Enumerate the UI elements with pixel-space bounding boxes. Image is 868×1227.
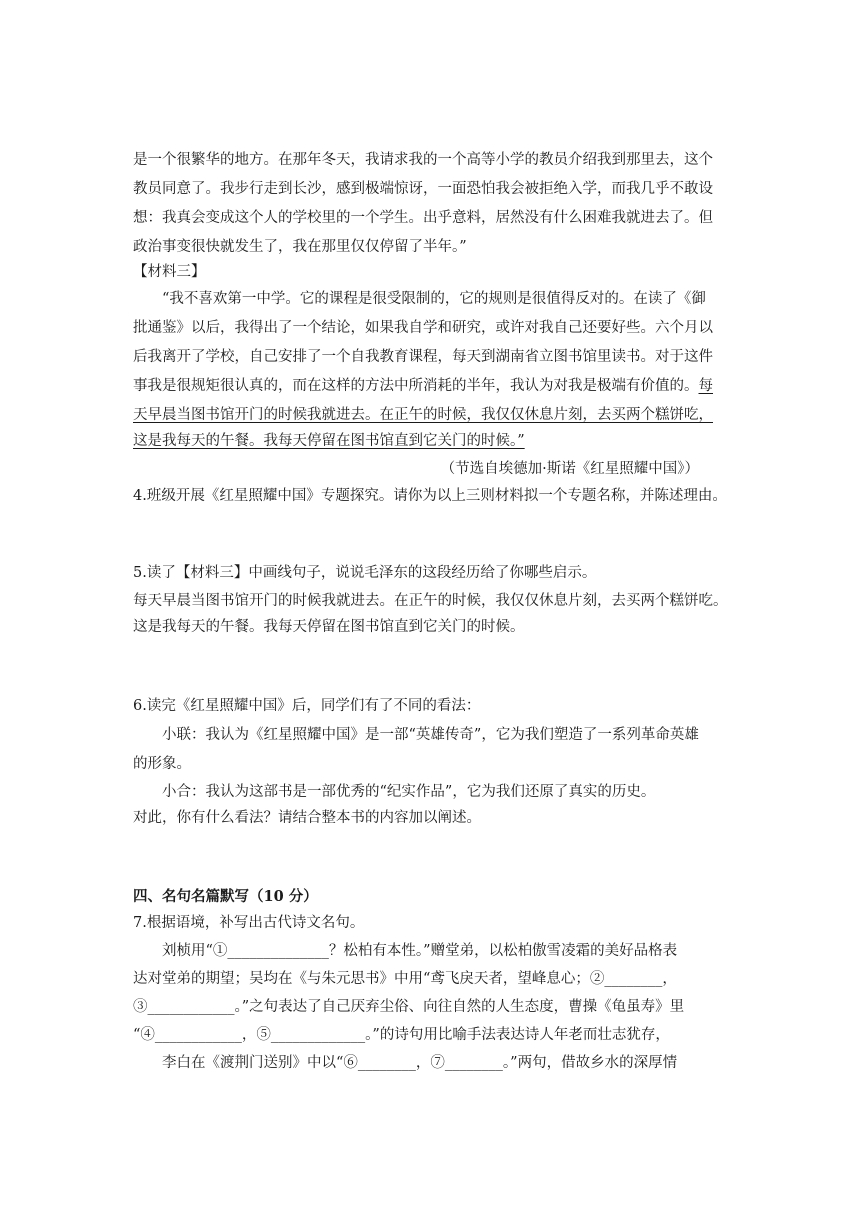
material3-line: 后我离开了学校，自己安排了一个自我教育课程，每天到湖南省立图书馆里读书。对于这件 xyxy=(133,349,713,365)
material2-line: 政治事变很快就发生了，我在那里仅仅停留了半年。” xyxy=(133,239,467,255)
material3-line: “我不喜欢第一中学。它的课程是很受限制的，它的规则是很值得反对的。在读了《御 xyxy=(162,291,706,307)
question-7-line: 李白在《渡荆门送别》中以“⑥________，⑦________。”两句，借故乡水的深厚情 xyxy=(162,1055,678,1071)
material3-underlined-line: 这是我每天的午餐。我每天停留在图书馆直到它关门的时候。” xyxy=(133,433,525,449)
material3-plain-text: 事我是很规矩很认真的，而在这样的方法中所消耗的半年，我认为对我是极端有价值的。 xyxy=(133,378,699,394)
material3-line xyxy=(133,376,713,396)
question-5-prompt: 5.读了【材料三】中画线句子，说说毛泽东的这段经历给了你哪些启示。 xyxy=(133,565,597,581)
question-4: 4.班级开展《红星照耀中国》专题探究。请你为以上三则材料拟一个专题名称，并陈述理由。 xyxy=(133,488,727,504)
question-6-view: 小联：我认为《红星照耀中国》是一部“英雄传奇”，它为我们塑造了一系列革命英雄 xyxy=(162,727,699,743)
material3-underlined-line: 天早晨当图书馆开门的时候我就进去。在正午的时候，我仅仅休息片刻，去买两个糕饼吃， xyxy=(133,407,713,423)
section-4-title: 四、名句名篇默写（10 分） xyxy=(133,888,318,905)
material2-line: 是一个很繁华的地方。在那年冬天，我请求我的一个高等小学的教员介绍我到那里去，这个 xyxy=(133,152,713,168)
question-6-view: 小合：我认为这部书是一部优秀的“纪实作品”，它为我们还原了真实的历史。 xyxy=(162,784,656,800)
question-7-line: 达对堂弟的期望；吴均在《与朱元思书》中用“鸢飞戾天者，望峰息心；②________， xyxy=(133,971,677,987)
question-5-quote: 每天早晨当图书馆开门的时候我就进去。在正午的时候，我仅仅休息片刻，去买两个糕饼吃。 xyxy=(133,593,728,609)
material3-line: 批通鉴》以后，我得出了一个结论，如果我自学和研究，或许对我自己还要好些。六个月以 xyxy=(133,320,713,336)
material2-line: 想：我真会变成这个人的学校里的一个学生。出乎意料，居然没有什么困难我就进去了。但 xyxy=(133,210,713,226)
question-7-prompt: 7.根据语境，补写出古代诗文名句。 xyxy=(133,915,365,931)
material2-line: 教员同意了。我步行走到长沙，感到极端惊讶，一面恐怕我会被拒绝入学，而我几乎不敢设 xyxy=(133,181,713,197)
material3-source: （节选自埃德加·斯诺《红星照耀中国》） xyxy=(440,461,699,477)
question-7-line: 刘桢用“①______________？松柏有本性。”赠堂弟，以松柏傲雪凌霜的美好品格表 xyxy=(162,943,678,959)
question-7-line: “④____________，⑤_____________。”的诗句用比喻手法表达诗人年老而壮志犹存， xyxy=(133,1027,670,1043)
question-6-ask: 对此，你有什么看法？请结合整本书的内容加以阐述。 xyxy=(133,810,481,826)
question-7-line: ③____________。”之句表达了自己厌弃尘俗、向往自然的人生态度，曹操《龟虽寿》里 xyxy=(133,999,685,1015)
question-5-quote: 这是我每天的午餐。我每天停留在图书馆直到它关门的时候。 xyxy=(133,619,525,635)
question-6-view: 的形象。 xyxy=(133,756,191,772)
question-6-prompt: 6.读完《红星照耀中国》后，同学们有了不同的看法： xyxy=(133,698,481,714)
material3-underlined-text: 每 xyxy=(698,378,713,394)
material3-heading: 【材料三】 xyxy=(133,264,206,280)
